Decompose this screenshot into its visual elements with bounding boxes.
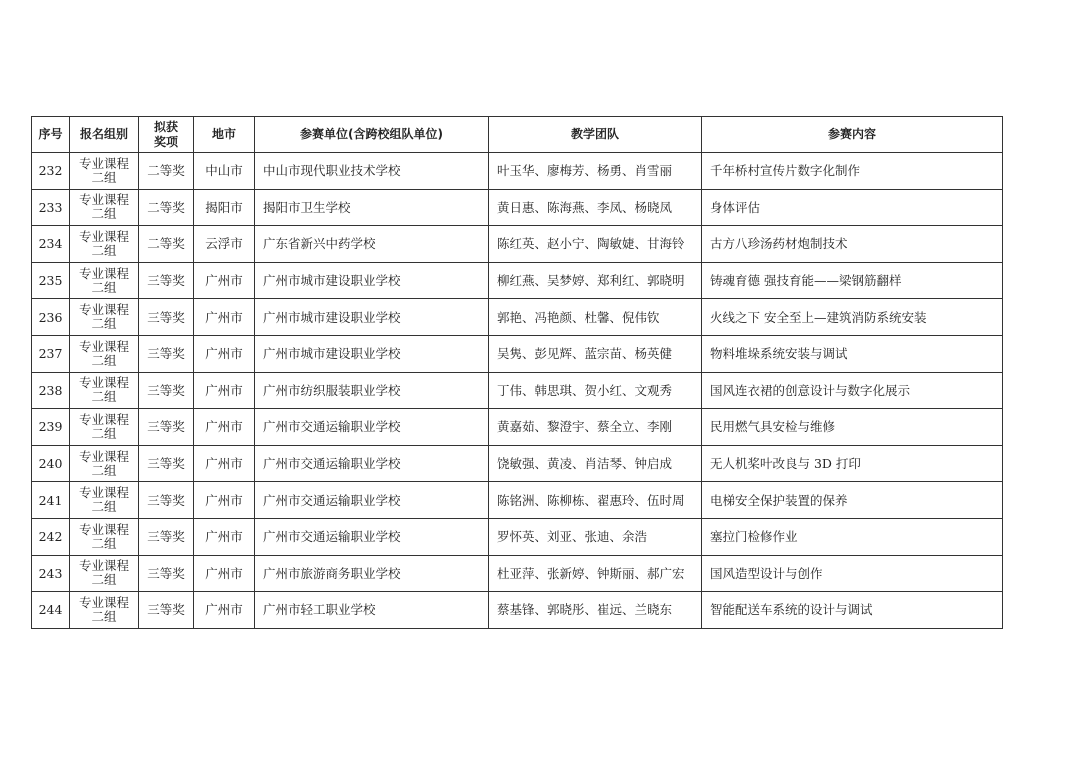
cell-group-line2: 二组 bbox=[91, 279, 117, 295]
cell-award: 三等奖 bbox=[139, 518, 194, 555]
cell-city: 广州市 bbox=[194, 555, 255, 592]
cell-seq: 240 bbox=[32, 445, 70, 482]
table-row bbox=[32, 299, 1003, 336]
cell-group-line2: 二组 bbox=[91, 389, 117, 405]
cell-unit: 广州市旅游商务职业学校 bbox=[255, 555, 489, 592]
cell-city: 广州市 bbox=[194, 409, 255, 446]
cell-seq: 242 bbox=[32, 518, 70, 555]
cell-seq: 237 bbox=[32, 335, 70, 372]
cell-content: 国风造型设计与创作 bbox=[702, 555, 1003, 592]
table-row bbox=[32, 153, 1003, 190]
cell-seq: 239 bbox=[32, 409, 70, 446]
cell-team: 郭艳、冯艳颜、杜馨、倪伟钦 bbox=[489, 299, 702, 336]
table-row bbox=[32, 189, 1003, 226]
cell-unit: 广州市纺织服装职业学校 bbox=[255, 372, 489, 409]
cell-city: 广州市 bbox=[194, 592, 255, 629]
cell-group-line1: 专业课程 bbox=[78, 155, 129, 171]
cell-content: 千年桥村宣传片数字化制作 bbox=[702, 153, 1003, 190]
cell-award: 三等奖 bbox=[139, 372, 194, 409]
table-header bbox=[32, 117, 1003, 153]
header-unit: 参赛单位(含跨校组队单位) bbox=[255, 117, 489, 153]
cell-content: 电梯安全保护装置的保养 bbox=[702, 482, 1003, 519]
cell-group-line2: 二组 bbox=[91, 352, 117, 368]
cell-seq: 235 bbox=[32, 262, 70, 299]
cell-team: 黄日惠、陈海燕、李凤、杨晓凤 bbox=[489, 189, 702, 226]
cell-seq: 233 bbox=[32, 189, 70, 226]
cell-award: 三等奖 bbox=[139, 482, 194, 519]
cell-team: 陈铭洲、陈柳栋、翟惠玲、伍时周 bbox=[489, 482, 702, 519]
cell-unit: 中山市现代职业技术学校 bbox=[255, 153, 489, 190]
cell-award: 三等奖 bbox=[139, 555, 194, 592]
cell-group bbox=[70, 409, 139, 446]
cell-group-line1: 专业课程 bbox=[78, 558, 129, 574]
cell-group bbox=[70, 555, 139, 592]
cell-team: 丁伟、韩思琪、贺小红、文观秀 bbox=[489, 372, 702, 409]
cell-city: 广州市 bbox=[194, 299, 255, 336]
cell-award: 二等奖 bbox=[139, 226, 194, 263]
cell-content: 古方八珍汤药材炮制技术 bbox=[702, 226, 1003, 263]
table-row bbox=[32, 335, 1003, 372]
cell-group-line1: 专业课程 bbox=[78, 448, 129, 464]
cell-group-line2: 二组 bbox=[91, 535, 117, 551]
cell-content: 铸魂育德 强技育能——梁钢筋翻样 bbox=[702, 262, 1003, 299]
header-group: 报名组别 bbox=[70, 117, 139, 153]
cell-team: 叶玉华、廖梅芳、杨勇、肖雪丽 bbox=[489, 153, 702, 190]
cell-seq: 241 bbox=[32, 482, 70, 519]
table-row bbox=[32, 262, 1003, 299]
cell-city: 中山市 bbox=[194, 153, 255, 190]
cell-team: 杜亚萍、张新婷、钟斯丽、郝广宏 bbox=[489, 555, 702, 592]
cell-unit: 广州市交通运输职业学校 bbox=[255, 482, 489, 519]
cell-content: 身体评估 bbox=[702, 189, 1003, 226]
table-row bbox=[32, 518, 1003, 555]
cell-unit: 广州市轻工职业学校 bbox=[255, 592, 489, 629]
cell-team: 陈红英、赵小宁、陶敏婕、甘海铃 bbox=[489, 226, 702, 263]
cell-city: 广州市 bbox=[194, 372, 255, 409]
cell-city: 广州市 bbox=[194, 262, 255, 299]
cell-content: 火线之下 安全至上—建筑消防系统安装 bbox=[702, 299, 1003, 336]
header-team: 教学团队 bbox=[489, 117, 702, 153]
table-row bbox=[32, 409, 1003, 446]
cell-group-line1: 专业课程 bbox=[78, 265, 129, 281]
cell-group-line2: 二组 bbox=[91, 169, 117, 185]
cell-group bbox=[70, 299, 139, 336]
table-row bbox=[32, 372, 1003, 409]
header-award-line2: 奖项 bbox=[153, 134, 178, 149]
cell-unit: 广州市城市建设职业学校 bbox=[255, 262, 489, 299]
cell-content: 民用燃气具安检与维修 bbox=[702, 409, 1003, 446]
table-row bbox=[32, 482, 1003, 519]
cell-seq: 243 bbox=[32, 555, 70, 592]
cell-seq: 234 bbox=[32, 226, 70, 263]
table-row bbox=[32, 226, 1003, 263]
cell-unit: 广东省新兴中药学校 bbox=[255, 226, 489, 263]
cell-team: 饶敏强、黄凌、肖洁琴、钟启成 bbox=[489, 445, 702, 482]
cell-group-line1: 专业课程 bbox=[78, 228, 129, 244]
cell-city: 广州市 bbox=[194, 518, 255, 555]
cell-award: 三等奖 bbox=[139, 592, 194, 629]
cell-group bbox=[70, 372, 139, 409]
header-award bbox=[139, 117, 194, 153]
header-award-line1: 拟获 bbox=[153, 119, 178, 134]
cell-content: 物料堆垛系统安装与调试 bbox=[702, 335, 1003, 372]
cell-group bbox=[70, 262, 139, 299]
cell-award: 三等奖 bbox=[139, 445, 194, 482]
cell-group-line1: 专业课程 bbox=[78, 375, 129, 391]
cell-group-line1: 专业课程 bbox=[78, 594, 129, 610]
cell-group-line2: 二组 bbox=[91, 206, 117, 222]
table-row bbox=[32, 592, 1003, 629]
cell-award: 二等奖 bbox=[139, 153, 194, 190]
cell-award: 二等奖 bbox=[139, 189, 194, 226]
cell-unit: 揭阳市卫生学校 bbox=[255, 189, 489, 226]
cell-content: 智能配送车系统的设计与调试 bbox=[702, 592, 1003, 629]
cell-group-line2: 二组 bbox=[91, 242, 117, 258]
cell-city: 云浮市 bbox=[194, 226, 255, 263]
cell-seq: 238 bbox=[32, 372, 70, 409]
cell-group-line2: 二组 bbox=[91, 608, 117, 624]
cell-group bbox=[70, 518, 139, 555]
cell-group-line2: 二组 bbox=[91, 499, 117, 515]
cell-group-line1: 专业课程 bbox=[78, 302, 129, 318]
cell-unit: 广州市城市建设职业学校 bbox=[255, 299, 489, 336]
cell-group-line1: 专业课程 bbox=[78, 411, 129, 427]
cell-group bbox=[70, 592, 139, 629]
cell-unit: 广州市交通运输职业学校 bbox=[255, 445, 489, 482]
cell-group bbox=[70, 335, 139, 372]
table-body bbox=[32, 153, 1003, 629]
cell-unit: 广州市城市建设职业学校 bbox=[255, 335, 489, 372]
header-row bbox=[32, 117, 1003, 153]
cell-group-line2: 二组 bbox=[91, 316, 117, 332]
cell-group bbox=[70, 226, 139, 263]
cell-group-line1: 专业课程 bbox=[78, 338, 129, 354]
award-list-page bbox=[31, 116, 1002, 629]
table-row bbox=[32, 445, 1003, 482]
cell-award: 三等奖 bbox=[139, 335, 194, 372]
cell-city: 广州市 bbox=[194, 445, 255, 482]
cell-content: 国风连衣裙的创意设计与数字化展示 bbox=[702, 372, 1003, 409]
header-content: 参赛内容 bbox=[702, 117, 1003, 153]
cell-team: 柳红燕、吴梦婷、郑利红、郭晓明 bbox=[489, 262, 702, 299]
cell-group-line2: 二组 bbox=[91, 572, 117, 588]
cell-group bbox=[70, 189, 139, 226]
cell-team: 吴隽、彭见辉、蓝宗苗、杨英健 bbox=[489, 335, 702, 372]
cell-city: 广州市 bbox=[194, 335, 255, 372]
table-row bbox=[32, 555, 1003, 592]
cell-award: 三等奖 bbox=[139, 262, 194, 299]
cell-content: 无人机桨叶改良与 3D 打印 bbox=[702, 445, 1003, 482]
cell-team: 蔡基锋、郭晓彤、崔远、兰晓东 bbox=[489, 592, 702, 629]
cell-group-line2: 二组 bbox=[91, 462, 117, 478]
cell-group bbox=[70, 445, 139, 482]
cell-group bbox=[70, 153, 139, 190]
cell-seq: 244 bbox=[32, 592, 70, 629]
cell-content: 塞拉门检修作业 bbox=[702, 518, 1003, 555]
cell-group-line1: 专业课程 bbox=[78, 521, 129, 537]
cell-team: 黄嘉茹、黎澄宇、蔡全立、李刚 bbox=[489, 409, 702, 446]
cell-group bbox=[70, 482, 139, 519]
cell-unit: 广州市交通运输职业学校 bbox=[255, 518, 489, 555]
cell-city: 揭阳市 bbox=[194, 189, 255, 226]
header-seq: 序号 bbox=[32, 117, 70, 153]
cell-seq: 232 bbox=[32, 153, 70, 190]
cell-city: 广州市 bbox=[194, 482, 255, 519]
cell-team: 罗怀英、刘亚、张迪、余浩 bbox=[489, 518, 702, 555]
cell-group-line1: 专业课程 bbox=[78, 485, 129, 501]
award-table bbox=[31, 116, 1003, 629]
cell-unit: 广州市交通运输职业学校 bbox=[255, 409, 489, 446]
cell-group-line1: 专业课程 bbox=[78, 192, 129, 208]
cell-group-line2: 二组 bbox=[91, 425, 117, 441]
header-city: 地市 bbox=[194, 117, 255, 153]
cell-seq: 236 bbox=[32, 299, 70, 336]
cell-award: 三等奖 bbox=[139, 409, 194, 446]
cell-award: 三等奖 bbox=[139, 299, 194, 336]
